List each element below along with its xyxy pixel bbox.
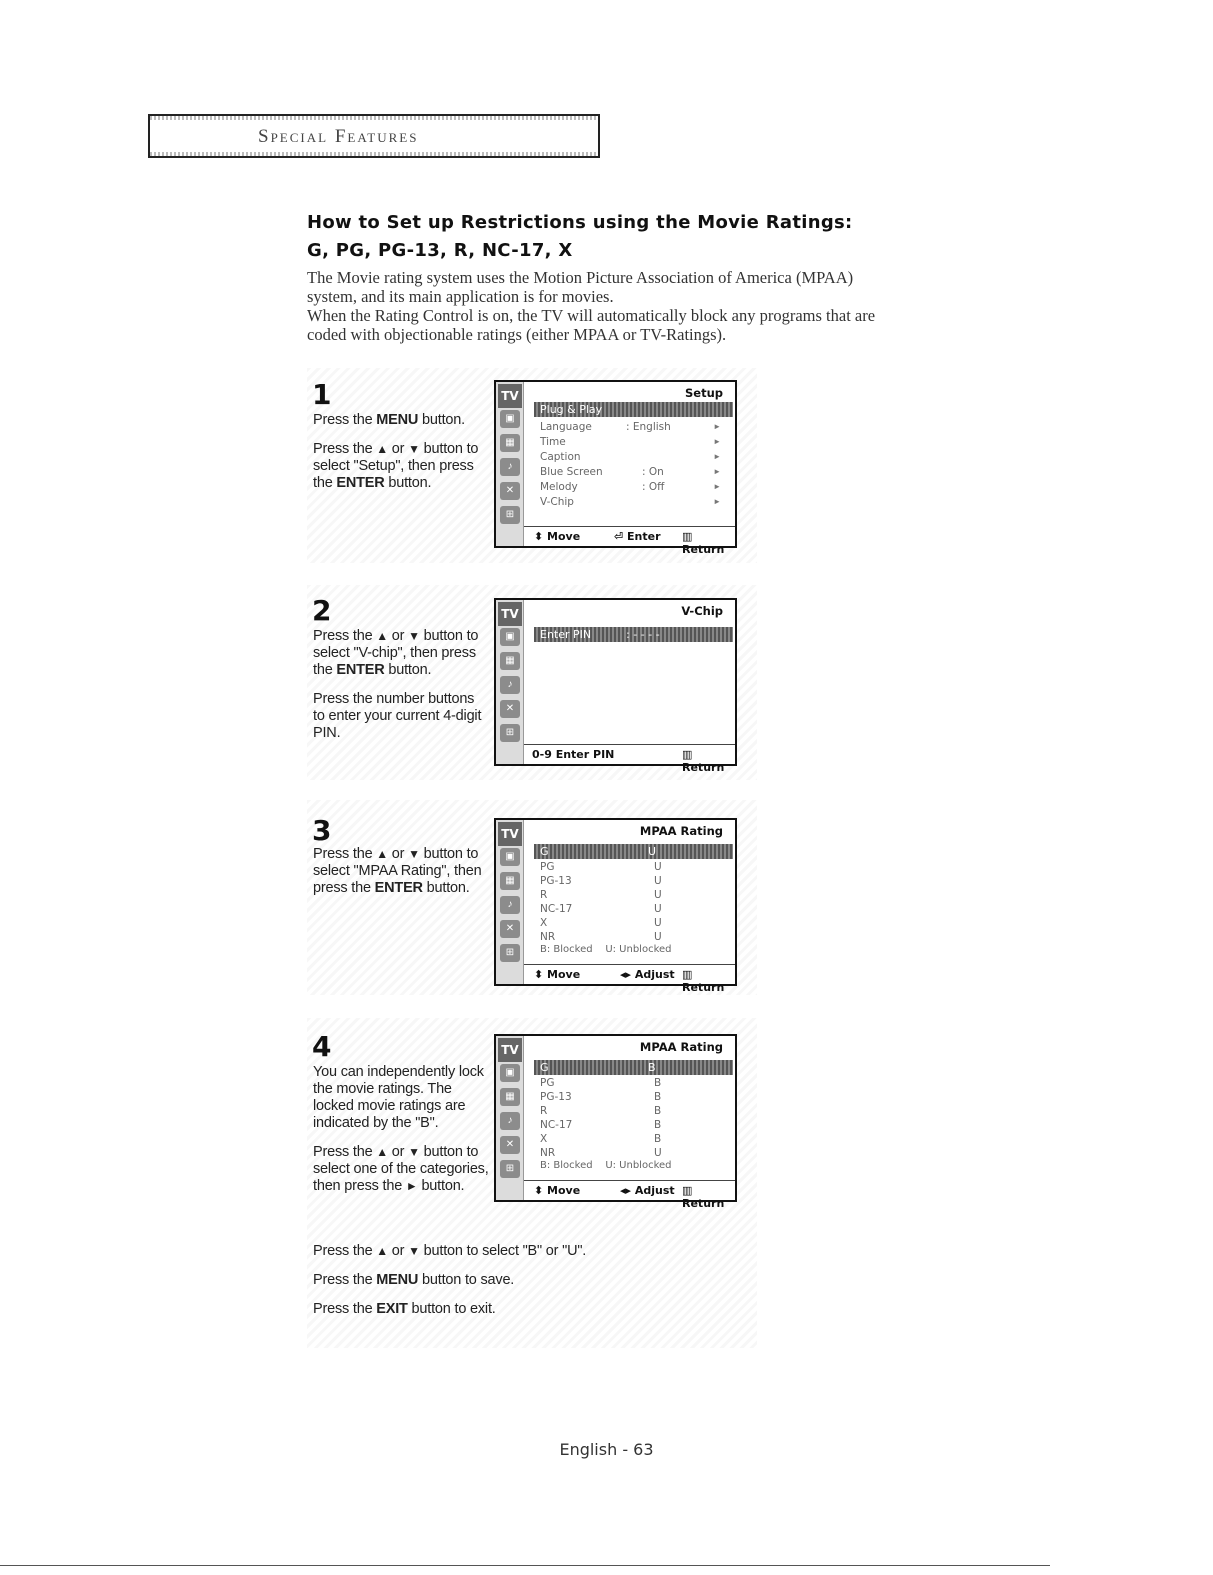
adjust-label: Adjust (634, 968, 675, 981)
step-3-text (313, 846, 488, 909)
osd-row-label: Melody (540, 481, 578, 493)
tv-icon: TV (498, 822, 522, 846)
arrow-right-icon: ► (713, 422, 721, 431)
up-arrow-icon: ▲ (376, 1244, 388, 1258)
button-name: ENTER (336, 662, 385, 678)
sound-icon: ♪ (500, 1112, 520, 1130)
move-label: Move (547, 1184, 581, 1197)
return-hint: ▥ Return (682, 748, 725, 774)
button-name: ENTER (336, 475, 385, 491)
rating-value: U (654, 1147, 662, 1159)
down-arrow-icon: ▼ (408, 1145, 420, 1159)
instruction-text: Press the (313, 1243, 377, 1259)
instruction-text: button. (422, 880, 470, 896)
instruction-paragraph (313, 1243, 753, 1260)
instruction-text: or (387, 441, 409, 457)
button-name: MENU (376, 1272, 419, 1288)
osd-row-label: Time (540, 436, 566, 448)
adjust-label: Adjust (634, 1184, 675, 1197)
osd-footer (524, 1180, 735, 1210)
setup-icon: ✕ (500, 1136, 520, 1154)
move-hint: ⬍ Move (534, 968, 581, 981)
instruction-text: Press the number buttons to enter your current 4-digit PIN. (313, 691, 482, 741)
down-arrow-icon: ▼ (408, 1244, 420, 1258)
rating-value: U (654, 917, 662, 929)
tv-icon: TV (498, 602, 522, 626)
instruction-text: button to select "MPAA Rating", then press the (313, 846, 482, 896)
rating-value: B (654, 1105, 662, 1117)
channel-icon: ▦ (500, 872, 520, 890)
sound-icon: ♪ (500, 458, 520, 476)
osd-legend: B: Blocked U: Unblocked (540, 944, 672, 955)
instruction-text: Press the (313, 1301, 377, 1317)
input-icon: ⊞ (500, 944, 520, 962)
instruction-paragraph (313, 846, 488, 897)
sound-icon: ♪ (500, 896, 520, 914)
instruction-text: Press the (313, 1272, 377, 1288)
instruction-paragraph (313, 441, 488, 492)
instruction-text: button to select "B" or "U". (419, 1243, 587, 1259)
rating-label: PG (540, 1077, 555, 1089)
instruction-paragraph (313, 1301, 753, 1318)
instruction-paragraph (313, 691, 488, 742)
osd-footer (524, 744, 735, 774)
channel-icon: ▦ (500, 434, 520, 452)
intro-line: coded with objectionable ratings (either MPAA or TV-Ratings). (307, 325, 727, 344)
down-arrow-icon: ▼ (408, 629, 420, 643)
rating-label: G (540, 845, 549, 858)
adjust-hint: ◂▸ Adjust (620, 1184, 675, 1197)
osd-title: V-Chip (681, 604, 723, 618)
button-name: EXIT (376, 1301, 408, 1317)
osd-title: MPAA Rating (639, 1040, 723, 1054)
tv-icon: TV (498, 1038, 522, 1062)
picture-icon: ▣ (500, 848, 520, 866)
instruction-text: button to select "V-chip", then press the (313, 628, 479, 678)
bottom-rule (0, 1565, 1050, 1566)
osd-setup-menu (494, 380, 737, 556)
instruction-text: Press the (313, 628, 377, 644)
return-label: Return (682, 981, 725, 994)
instruction-paragraph (313, 412, 488, 429)
osd-vchip-menu (494, 598, 737, 774)
instruction-text: or (387, 1243, 409, 1259)
osd-mpaa-menu-unblocked (494, 818, 737, 994)
input-icon: ⊞ (500, 1160, 520, 1178)
rating-label: PG-13 (540, 875, 572, 887)
osd-row-value: : English (626, 421, 671, 433)
rating-label: PG-13 (540, 1091, 572, 1103)
osd-sidebar (496, 1036, 524, 1200)
instruction-paragraph (313, 1064, 491, 1132)
step-1-text (313, 412, 488, 504)
down-arrow-icon: ▼ (408, 847, 420, 861)
instruction-text: Press the (313, 441, 377, 457)
move-hint: ⬍ Move (534, 530, 581, 543)
rating-label: R (540, 1105, 548, 1117)
osd-sidebar (496, 820, 524, 984)
button-name: ENTER (374, 880, 423, 896)
enter-hint: ⏎ Enter (614, 530, 661, 543)
step-number: 4 (312, 1030, 332, 1063)
header-bottom-rule (150, 152, 598, 156)
instruction-text: button to select one of the categories, then press the (313, 1144, 489, 1194)
rating-label: X (540, 917, 548, 929)
arrow-right-icon: ► (713, 467, 721, 476)
enter-label: Enter (627, 530, 661, 543)
enter-pin-hint: 0-9 Enter PIN (532, 748, 615, 761)
sound-icon: ♪ (500, 676, 520, 694)
rating-value: B (654, 1119, 662, 1131)
return-label: Return (682, 543, 725, 556)
instruction-text: Press the (313, 846, 377, 862)
step-number: 3 (312, 814, 332, 847)
osd-highlight-row: Enter PIN : - - - - (534, 627, 733, 642)
channel-icon: ▦ (500, 1088, 520, 1106)
arrow-right-icon: ► (713, 437, 721, 446)
step-number: 2 (312, 594, 332, 627)
osd-title: MPAA Rating (639, 824, 723, 838)
instruction-paragraph (313, 628, 488, 679)
osd-row-value: : On (642, 466, 664, 478)
page-number: English - 63 (559, 1440, 654, 1459)
setup-icon: ✕ (500, 920, 520, 938)
picture-icon: ▣ (500, 1064, 520, 1082)
intro-line: The Movie rating system uses the Motion Picture Association of America (MPAA) (307, 268, 854, 287)
rating-value: U (654, 875, 662, 887)
osd-sidebar (496, 600, 524, 764)
osd-highlight-row (534, 1060, 733, 1075)
osd-legend: B: Blocked U: Unblocked (540, 1160, 672, 1171)
step-4-text (313, 1064, 491, 1207)
instruction-text: button. (384, 662, 432, 678)
arrow-right-icon: ► (713, 497, 721, 506)
intro-line: system, and its main application is for movies. (307, 287, 614, 306)
osd-row-label: Caption (540, 451, 581, 463)
rating-value: U (654, 861, 662, 873)
rating-label: NC-17 (540, 1119, 573, 1131)
rating-label: NC-17 (540, 903, 573, 915)
osd-row-label: Blue Screen (540, 466, 603, 478)
input-icon: ⊞ (500, 724, 520, 742)
up-arrow-icon: ▲ (376, 442, 388, 456)
rating-value: U (654, 931, 662, 943)
osd-highlight-row: Plug & Play (534, 402, 733, 417)
intro-line: When the Rating Control is on, the TV will automatically block any programs that are (307, 306, 876, 325)
arrow-right-icon: ► (713, 482, 721, 491)
rating-value: B (648, 1061, 656, 1074)
step-2-text (313, 628, 488, 754)
osd-highlight-row (534, 844, 733, 859)
page-heading: How to Set up Restrictions using the Movie Ratings: (307, 212, 853, 233)
move-label: Move (547, 968, 581, 981)
return-hint: ▥ Return (682, 968, 725, 994)
instruction-text: or (387, 1144, 409, 1160)
instruction-text: You can independently lock the movie ratings. The locked movie ratings are indicated by the "B". (313, 1064, 484, 1131)
up-arrow-icon: ▲ (376, 629, 388, 643)
instruction-text: button to exit. (407, 1301, 496, 1317)
channel-icon: ▦ (500, 652, 520, 670)
setup-icon: ✕ (500, 700, 520, 718)
picture-icon: ▣ (500, 628, 520, 646)
rating-value: B (654, 1133, 662, 1145)
right-arrow-icon: ► (405, 1179, 418, 1193)
up-arrow-icon: ▲ (376, 1145, 388, 1159)
osd-title: Setup (685, 386, 723, 400)
header-top-rule (150, 116, 598, 120)
return-label: Return (682, 761, 725, 774)
instruction-paragraph (313, 1272, 753, 1289)
osd-footer (524, 964, 735, 994)
rating-label: PG (540, 861, 555, 873)
osd-row-label: V-Chip (540, 496, 574, 508)
osd-footer (524, 526, 735, 556)
rating-value: U (654, 889, 662, 901)
rating-label: NR (540, 931, 556, 943)
down-arrow-icon: ▼ (408, 442, 420, 456)
move-label: Move (547, 530, 581, 543)
rating-label: NR (540, 1147, 556, 1159)
instruction-text: button to select "Setup", then press the (313, 441, 479, 491)
tv-icon: TV (498, 384, 522, 408)
return-hint: ▥ Return (682, 530, 725, 556)
rating-label: G (540, 1061, 549, 1074)
osd-row-label: Language (540, 421, 592, 433)
input-icon: ⊞ (500, 506, 520, 524)
rating-label: X (540, 1133, 548, 1145)
return-hint: ▥ Return (682, 1184, 725, 1210)
page-subheading: G, PG, PG-13, R, NC-17, X (307, 240, 573, 261)
return-label: Return (682, 1197, 725, 1210)
instruction-text: button. (418, 412, 465, 428)
move-hint: ⬍ Move (534, 1184, 581, 1197)
rating-value: U (648, 845, 657, 858)
rating-value: U (654, 903, 662, 915)
up-arrow-icon: ▲ (376, 847, 388, 861)
intro-text (307, 268, 1007, 344)
instruction-text: or (387, 846, 409, 862)
rating-label: R (540, 889, 548, 901)
picture-icon: ▣ (500, 410, 520, 428)
osd-mpaa-menu-blocked (494, 1034, 737, 1210)
instruction-text: button. (417, 1178, 465, 1194)
instruction-paragraph (313, 1144, 491, 1195)
instruction-text: button. (384, 475, 432, 491)
section-title: Special Features (258, 126, 419, 147)
instruction-text: or (387, 628, 409, 644)
rating-value: B (654, 1091, 662, 1103)
instruction-text: button to save. (418, 1272, 515, 1288)
section-header (148, 114, 600, 158)
osd-sidebar (496, 382, 524, 546)
setup-icon: ✕ (500, 482, 520, 500)
adjust-hint: ◂▸ Adjust (620, 968, 675, 981)
button-name: MENU (376, 412, 419, 428)
rating-value: B (654, 1077, 662, 1089)
instruction-text: Press the (313, 1144, 377, 1160)
step-number: 1 (312, 378, 332, 411)
step-4-extra-text (313, 1243, 753, 1330)
arrow-right-icon: ► (713, 452, 721, 461)
osd-row-value: : Off (642, 481, 665, 493)
instruction-text: Press the (313, 412, 377, 428)
